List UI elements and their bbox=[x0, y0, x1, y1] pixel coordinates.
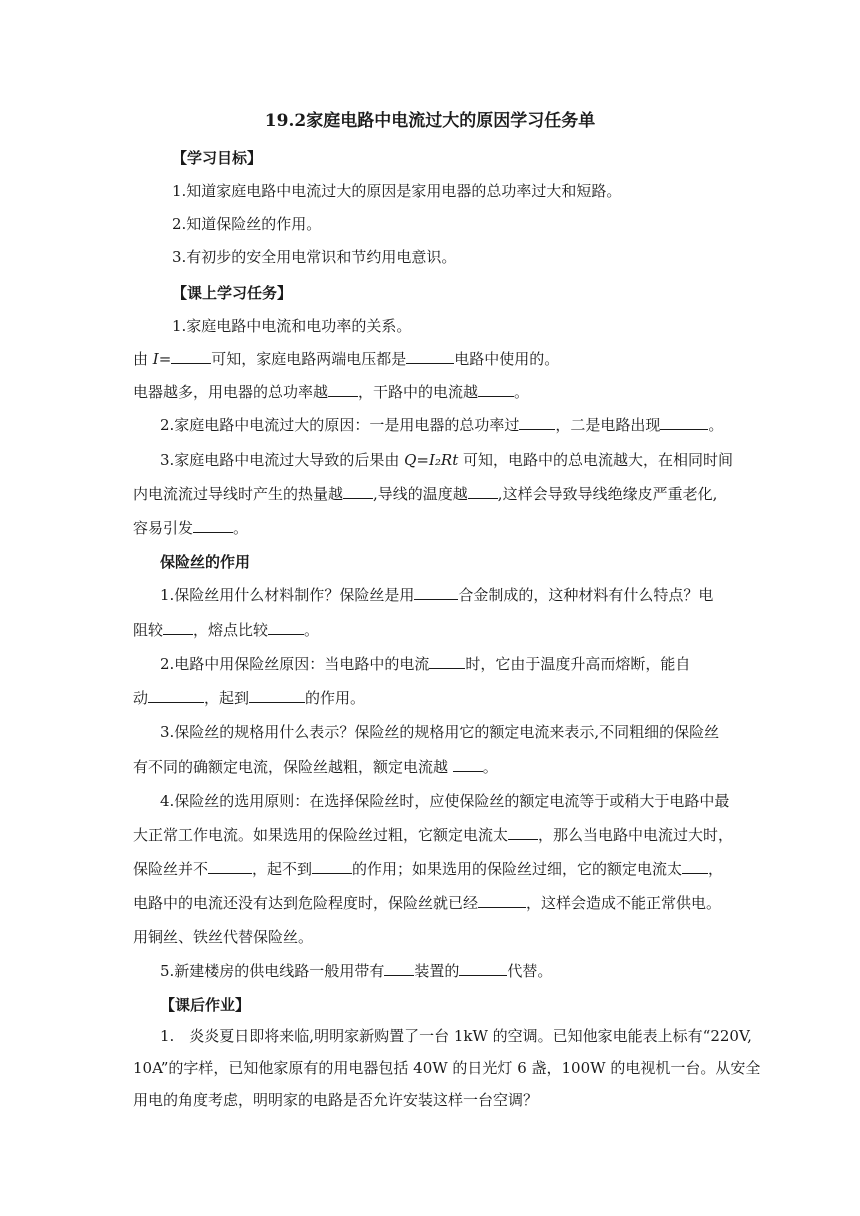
fuse2-line1: 2.电路中用保险丝原因：当电路中的电流 时，它由于温度升高而熔断，能自 bbox=[160, 655, 691, 673]
tasks-header: 【课上学习任务】 bbox=[172, 284, 293, 302]
fuse1-line2: 阻较 ，熔点比较 。 bbox=[133, 621, 320, 639]
fuse3-line2: 有不同的确额定电流，保险丝越粗，额定电流越 。 bbox=[133, 758, 498, 776]
fill-blank bbox=[171, 349, 211, 364]
fuse4-line1: 4.保险丝的选用原则：在选择保险丝时，应使保险丝的额定电流等于或稍大于电路中最 bbox=[160, 792, 730, 810]
fill-blank bbox=[406, 349, 454, 364]
fuse4-line5: 用铜丝、铁丝代替保险丝。 bbox=[133, 928, 314, 946]
fill-blank bbox=[148, 688, 204, 703]
fuse4-line4: 电路中的电流还没有达到危险程度时，保险丝就已经 ，这样会造成不能正常供电。 bbox=[133, 894, 722, 912]
fuse5: 5.新建楼房的供电线路一般用带有 装置的 代替。 bbox=[160, 962, 553, 980]
fuse3-line1: 3.保险丝的规格用什么表示？保险丝的规格用它的额定电流来表示,不同粗细的保险丝 bbox=[160, 723, 720, 741]
fill-blank bbox=[429, 654, 465, 669]
fill-blank bbox=[268, 620, 304, 635]
task1-title: 1.家庭电路中电流和电功率的关系。 bbox=[172, 317, 412, 335]
fuse1-line1: 1.保险丝用什么材料制作？保险丝是用 合金制成的，这种材料有什么特点？电 bbox=[160, 586, 714, 604]
task2: 2.家庭电路中电流过大的原因：一是用电器的总功率过 ，二是电路出现 。 bbox=[160, 416, 724, 434]
task3-line2: 内电流流过导线时产生的热量越 ,导线的温度越 ,这样会导致导线绝缘皮严重老化, bbox=[133, 485, 718, 503]
fill-blank bbox=[312, 859, 352, 874]
task3-line3: 容易引发 。 bbox=[133, 519, 249, 537]
fill-blank bbox=[682, 859, 708, 874]
task1-line3: 电器越多，用电器的总功率越 ，干路中的电流越 。 bbox=[133, 383, 530, 401]
goal-item: 1.知道家庭电路中电流过大的原因是家用电器的总功率过大和短路。 bbox=[172, 182, 622, 200]
fuse2-line2: 动 ，起到 的作用。 bbox=[133, 689, 366, 707]
fill-blank bbox=[453, 757, 483, 772]
goal-item: 3.有初步的安全用电常识和节约用电意识。 bbox=[172, 248, 457, 266]
task1-line2: 由 I= 可知，家庭电路两端电压都是 电路中使用的。 bbox=[133, 350, 560, 368]
fill-blank bbox=[384, 961, 414, 976]
document-title: 19.2家庭电路中电流过大的原因学习任务单 bbox=[264, 111, 596, 131]
fill-blank bbox=[519, 415, 555, 430]
fill-blank bbox=[343, 484, 373, 499]
hw1-line2: 10A”的字样，已知他家原有的用电器包括 40W 的日光灯 6 盏，100W 的电视机一台。从安全 bbox=[133, 1059, 761, 1077]
fill-blank bbox=[660, 415, 708, 430]
fill-blank bbox=[478, 382, 514, 397]
fill-blank bbox=[478, 893, 526, 908]
fill-blank bbox=[414, 585, 458, 600]
fill-blank bbox=[468, 484, 498, 499]
homework-header: 【课后作业】 bbox=[160, 996, 251, 1014]
fill-blank bbox=[208, 859, 252, 874]
fill-blank bbox=[328, 382, 358, 397]
hw1-line3: 用电的角度考虑，明明家的电路是否允许安装这样一台空调？ bbox=[133, 1091, 539, 1109]
fill-blank bbox=[193, 518, 233, 533]
fuse4-line3: 保险丝并不 ，起不到 的作用；如果选用的保险丝过细，它的额定电流太 ， bbox=[133, 860, 724, 878]
goals-header: 【学习目标】 bbox=[172, 149, 263, 167]
fill-blank bbox=[459, 961, 507, 976]
fill-blank bbox=[508, 825, 538, 840]
fill-blank bbox=[163, 620, 193, 635]
fill-blank bbox=[249, 688, 305, 703]
hw1-line1: 1. 炎炎夏日即将来临,明明家新购置了一台 1kW 的空调。已知他家电能表上标有“220V, bbox=[160, 1027, 752, 1045]
fuse-header: 保险丝的作用 bbox=[160, 553, 251, 571]
task3-line1: 3.家庭电路中电流过大导致的后果由 Q=I₂Rt 可知，电路中的总电流越大，在相同时间 bbox=[160, 451, 734, 469]
fuse4-line2: 大正常工作电流。如果选用的保险丝过粗，它额定电流太 ，那么当电路中电流过大时， bbox=[133, 826, 734, 844]
goal-item: 2.知道保险丝的作用。 bbox=[172, 215, 322, 233]
